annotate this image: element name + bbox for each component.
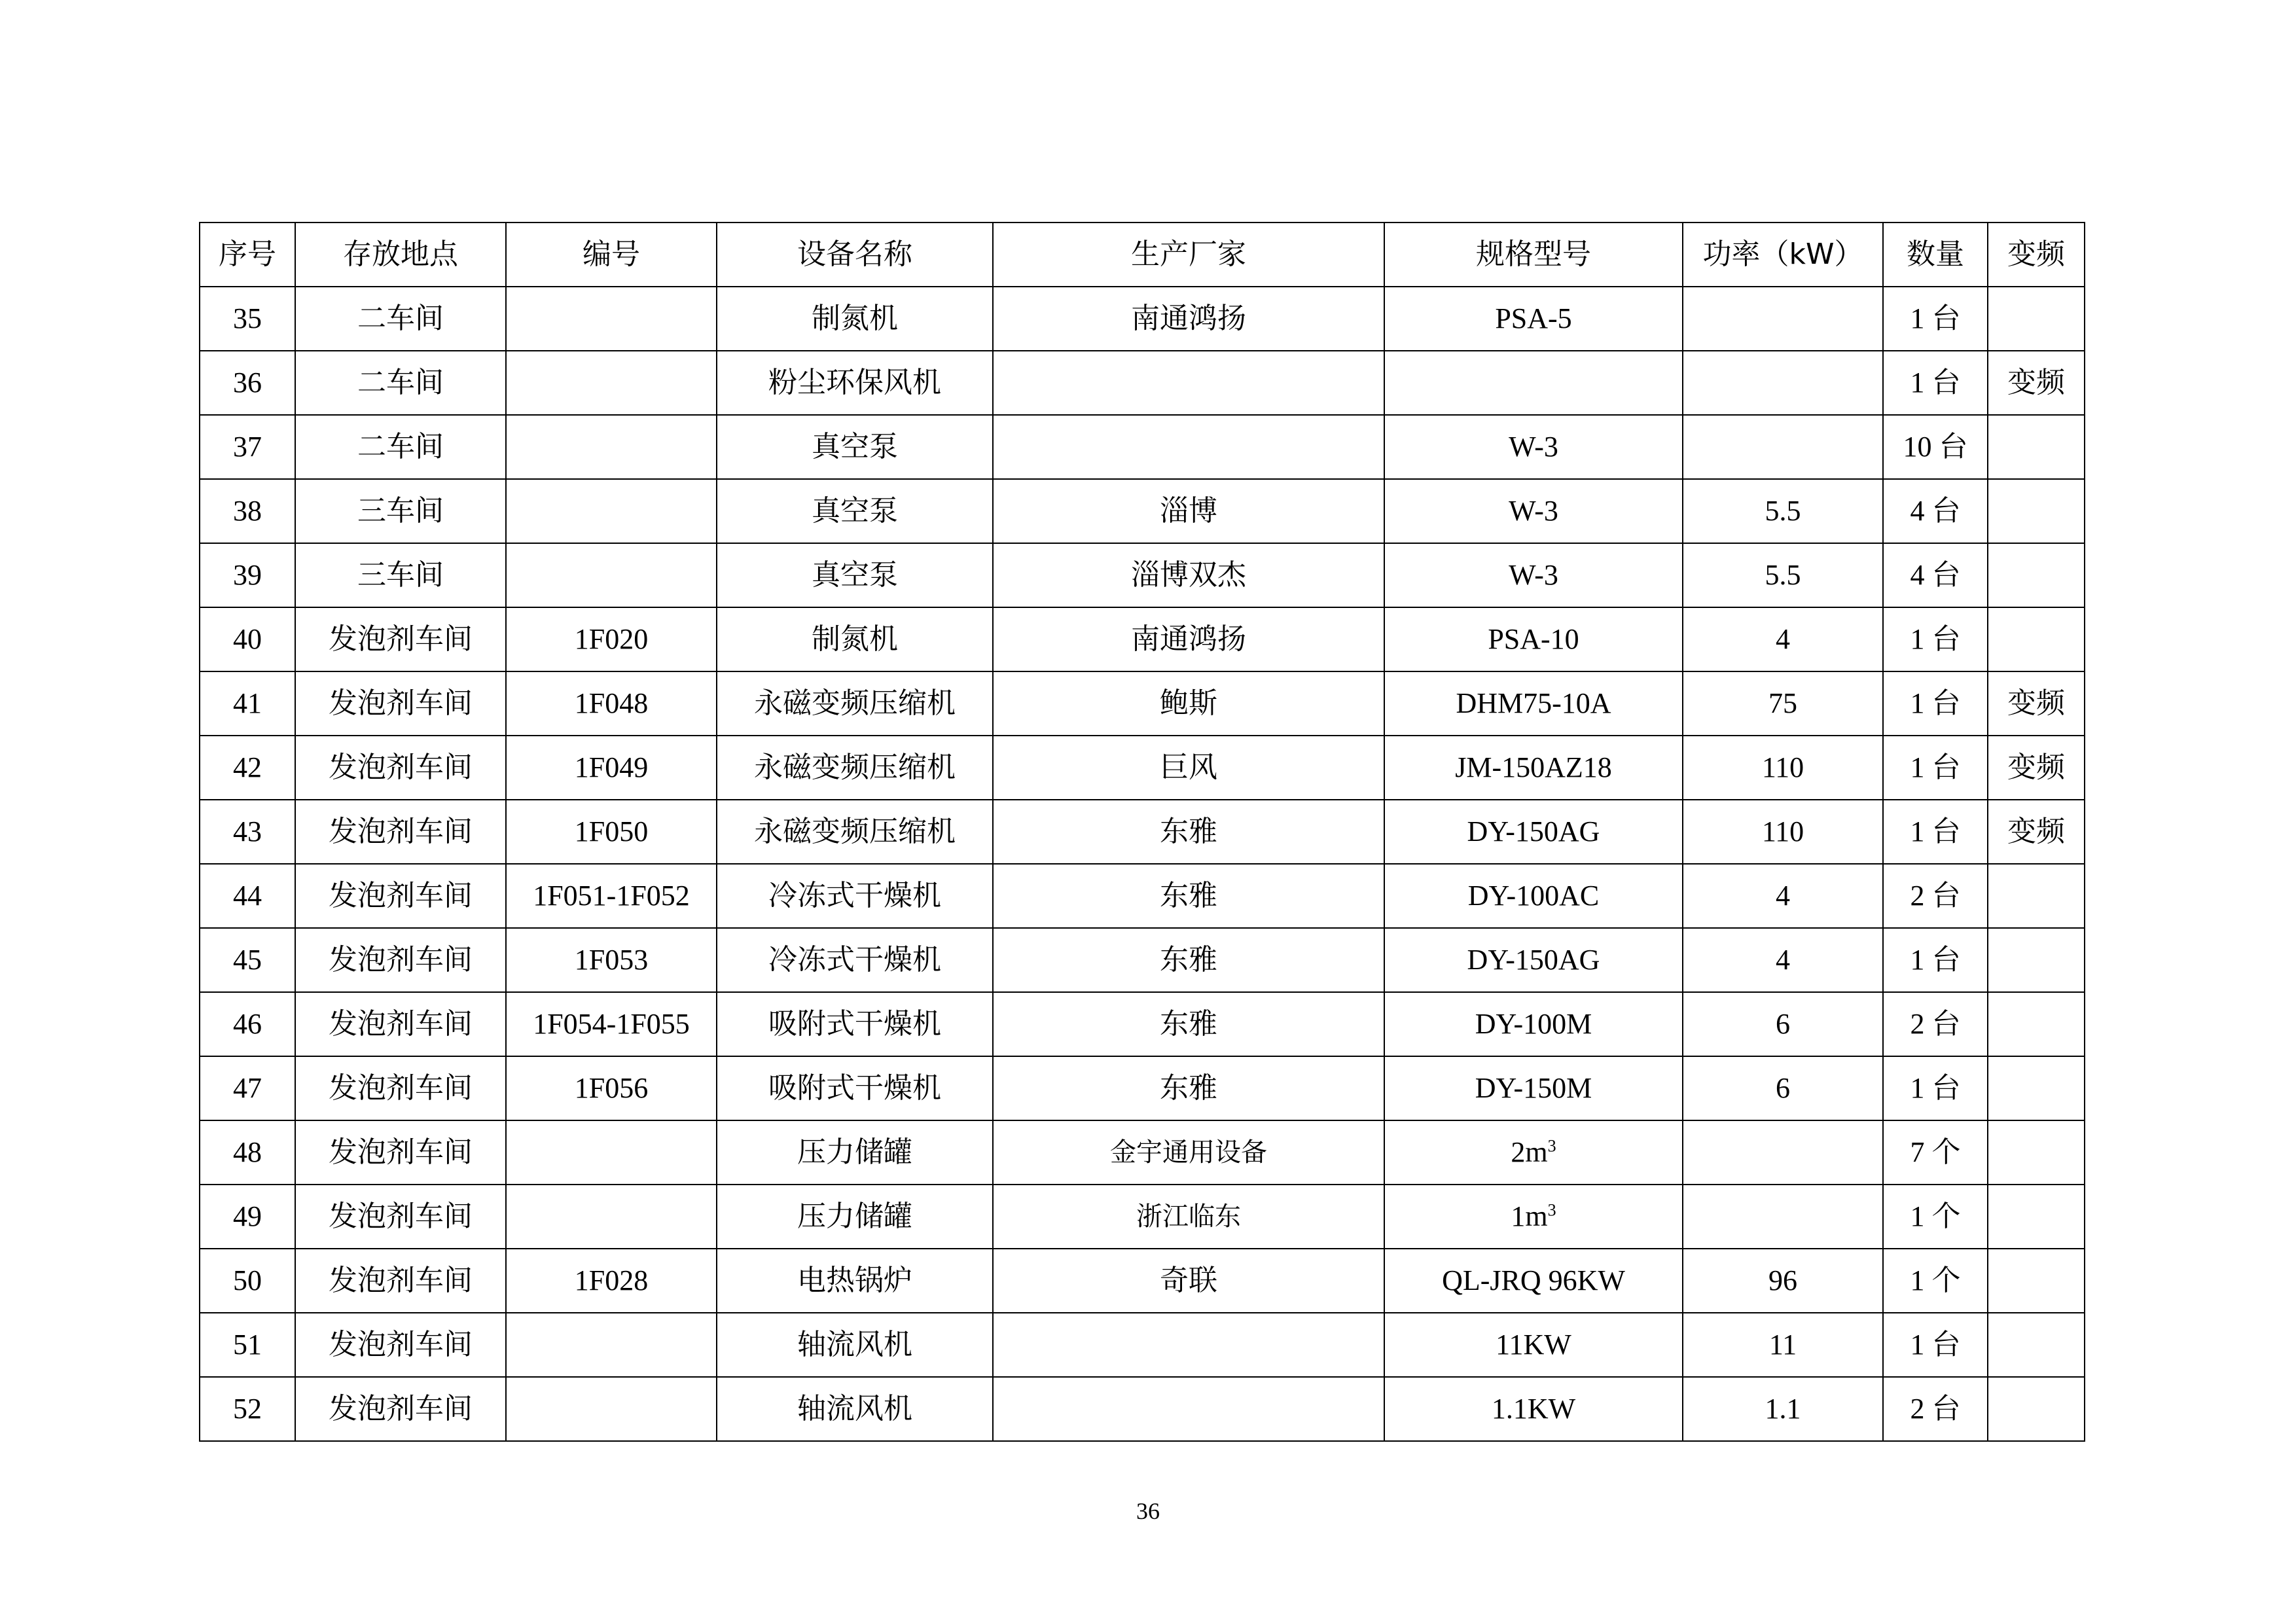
cell-equipment-name: 轴流风机 [717, 1377, 993, 1441]
cell-location: 发泡剂车间 [295, 1249, 506, 1313]
cell-power [1683, 1120, 1883, 1185]
table-row [200, 351, 2085, 415]
header-cell-model: 规格型号 [1384, 223, 1683, 287]
cell-vfd [1988, 1120, 2085, 1185]
cell-index: 50 [200, 1249, 295, 1313]
table-row [200, 607, 2085, 671]
cell-index: 40 [200, 607, 295, 671]
cell-vfd [1988, 1313, 2085, 1377]
table-row [200, 928, 2085, 992]
cell-model: PSA-5 [1384, 287, 1683, 351]
cell-quantity: 1 台 [1883, 800, 1988, 864]
cell-power: 110 [1683, 800, 1883, 864]
cell-code: 1F050 [506, 800, 717, 864]
cell-equipment-name: 真空泵 [717, 543, 993, 607]
cell-model: $1m^3$ [1384, 1185, 1683, 1249]
cell-quantity: 1 台 [1883, 607, 1988, 671]
cell-vfd [1988, 928, 2085, 992]
cell-code [506, 1120, 717, 1185]
cell-equipment-name: 永磁变频压缩机 [717, 736, 993, 800]
cell-quantity: 1 台 [1883, 351, 1988, 415]
cell-vfd [1988, 607, 2085, 671]
cell-quantity: 1 台 [1883, 928, 1988, 992]
cell-equipment-name: 冷冻式干燥机 [717, 928, 993, 992]
cell-index: 36 [200, 351, 295, 415]
cell-manufacturer: 淄博双杰 [993, 543, 1384, 607]
cell-vfd [1988, 1377, 2085, 1441]
table-row [200, 1377, 2085, 1441]
cell-index: 38 [200, 479, 295, 543]
cell-manufacturer: 鲍斯 [993, 671, 1384, 736]
equipment-table [199, 222, 2085, 1442]
table-row [200, 671, 2085, 736]
cell-power: 4 [1683, 928, 1883, 992]
cell-index: 46 [200, 992, 295, 1056]
cell-power [1683, 415, 1883, 479]
cell-model: QL-JRQ 96KW [1384, 1249, 1683, 1313]
cell-code: 1F020 [506, 607, 717, 671]
cell-index: 39 [200, 543, 295, 607]
cell-code [506, 415, 717, 479]
cell-quantity: 1 个 [1883, 1249, 1988, 1313]
table-row [200, 992, 2085, 1056]
cell-manufacturer: 巨风 [993, 736, 1384, 800]
cell-equipment-name: 吸附式干燥机 [717, 1056, 993, 1120]
cell-model: $2m^3$ [1384, 1120, 1683, 1185]
page-number: 36 [1136, 1498, 1160, 1524]
cell-power: 6 [1683, 1056, 1883, 1120]
cell-quantity: 1 台 [1883, 736, 1988, 800]
header-cell-equipment-name: 设备名称 [717, 223, 993, 287]
cell-quantity: 4 台 [1883, 479, 1988, 543]
cell-power [1683, 1185, 1883, 1249]
cell-code [506, 1313, 717, 1377]
cell-manufacturer: 金宇通用设备 [993, 1120, 1384, 1185]
cell-power: 4 [1683, 864, 1883, 928]
cell-code: 1F049 [506, 736, 717, 800]
cell-equipment-name: 永磁变频压缩机 [717, 800, 993, 864]
cell-power: 75 [1683, 671, 1883, 736]
table-row [200, 736, 2085, 800]
cell-vfd [1988, 1185, 2085, 1249]
cell-model: DHM75-10A [1384, 671, 1683, 736]
table-row [200, 1120, 2085, 1185]
cell-location: 发泡剂车间 [295, 1120, 506, 1185]
cell-manufacturer [993, 351, 1384, 415]
cell-location: 发泡剂车间 [295, 1185, 506, 1249]
cell-equipment-name: 压力储罐 [717, 1120, 993, 1185]
cell-vfd: 变频 [1988, 800, 2085, 864]
cell-vfd [1988, 992, 2085, 1056]
cell-model: W-3 [1384, 479, 1683, 543]
cell-equipment-name: 压力储罐 [717, 1185, 993, 1249]
cell-quantity: 1 台 [1883, 1056, 1988, 1120]
cell-vfd [1988, 287, 2085, 351]
cell-power [1683, 351, 1883, 415]
table-row [200, 287, 2085, 351]
cell-power: 96 [1683, 1249, 1883, 1313]
table-row [200, 1249, 2085, 1313]
cell-manufacturer: 东雅 [993, 928, 1384, 992]
cell-quantity: 7 个 [1883, 1120, 1988, 1185]
cell-manufacturer: 南通鸿扬 [993, 607, 1384, 671]
cell-quantity: 10 台 [1883, 415, 1988, 479]
cell-vfd [1988, 415, 2085, 479]
header-cell-power: 功率（kW） [1683, 223, 1883, 287]
cell-model [1384, 351, 1683, 415]
cell-code: 1F056 [506, 1056, 717, 1120]
cell-equipment-name: 冷冻式干燥机 [717, 864, 993, 928]
cell-location: 发泡剂车间 [295, 607, 506, 671]
cell-manufacturer: 奇联 [993, 1249, 1384, 1313]
cell-code [506, 1185, 717, 1249]
cell-power: 11 [1683, 1313, 1883, 1377]
table-row [200, 415, 2085, 479]
cell-equipment-name: 吸附式干燥机 [717, 992, 993, 1056]
table-row [200, 864, 2085, 928]
header-cell-code: 编号 [506, 223, 717, 287]
cell-index: 42 [200, 736, 295, 800]
cell-vfd: 变频 [1988, 351, 2085, 415]
cell-equipment-name: 制氮机 [717, 607, 993, 671]
cell-model: DY-150AG [1384, 928, 1683, 992]
table-row [200, 1313, 2085, 1377]
cell-model: DY-150AG [1384, 800, 1683, 864]
cell-model: 11KW [1384, 1313, 1683, 1377]
cell-manufacturer: 浙江临东 [993, 1185, 1384, 1249]
cell-vfd: 变频 [1988, 736, 2085, 800]
cell-vfd [1988, 1056, 2085, 1120]
cell-power: 1.1 [1683, 1377, 1883, 1441]
cell-model: 1.1KW [1384, 1377, 1683, 1441]
header-cell-index: 序号 [200, 223, 295, 287]
cell-vfd: 变频 [1988, 671, 2085, 736]
cell-location: 二车间 [295, 415, 506, 479]
table-row [200, 800, 2085, 864]
cell-model: JM-150AZ18 [1384, 736, 1683, 800]
header-cell-quantity: 数量 [1883, 223, 1988, 287]
cell-index: 52 [200, 1377, 295, 1441]
table-row [200, 479, 2085, 543]
cell-manufacturer: 东雅 [993, 800, 1384, 864]
cell-quantity: 2 台 [1883, 864, 1988, 928]
cell-equipment-name: 真空泵 [717, 415, 993, 479]
cell-location: 发泡剂车间 [295, 928, 506, 992]
cell-manufacturer [993, 415, 1384, 479]
cell-manufacturer: 东雅 [993, 864, 1384, 928]
cell-power: 4 [1683, 607, 1883, 671]
cell-location: 三车间 [295, 543, 506, 607]
cell-code: 1F028 [506, 1249, 717, 1313]
cell-location: 二车间 [295, 351, 506, 415]
cell-power [1683, 287, 1883, 351]
cell-code: 1F053 [506, 928, 717, 992]
cell-model: W-3 [1384, 543, 1683, 607]
cell-index: 51 [200, 1313, 295, 1377]
header-cell-vfd: 变频 [1988, 223, 2085, 287]
cell-quantity: 1 个 [1883, 1185, 1988, 1249]
cell-manufacturer: 东雅 [993, 992, 1384, 1056]
cell-code: 1F048 [506, 671, 717, 736]
cell-model: W-3 [1384, 415, 1683, 479]
table-row [200, 1056, 2085, 1120]
cell-index: 43 [200, 800, 295, 864]
cell-index: 45 [200, 928, 295, 992]
cell-quantity: 1 台 [1883, 1313, 1988, 1377]
cell-manufacturer [993, 1313, 1384, 1377]
cell-code [506, 351, 717, 415]
cell-index: 41 [200, 671, 295, 736]
cell-vfd [1988, 864, 2085, 928]
cell-equipment-name: 轴流风机 [717, 1313, 993, 1377]
cell-model: PSA-10 [1384, 607, 1683, 671]
cell-code [506, 543, 717, 607]
cell-quantity: 4 台 [1883, 543, 1988, 607]
cell-location: 发泡剂车间 [295, 992, 506, 1056]
cell-index: 47 [200, 1056, 295, 1120]
cell-location: 发泡剂车间 [295, 1313, 506, 1377]
table-row [200, 543, 2085, 607]
cell-equipment-name: 真空泵 [717, 479, 993, 543]
cell-code [506, 479, 717, 543]
cell-location: 二车间 [295, 287, 506, 351]
cell-power: 5.5 [1683, 479, 1883, 543]
superscript-exponent: 3 [1547, 1200, 1556, 1220]
cell-index: 48 [200, 1120, 295, 1185]
cell-manufacturer: 淄博 [993, 479, 1384, 543]
cell-index: 37 [200, 415, 295, 479]
cell-index: 49 [200, 1185, 295, 1249]
cell-equipment-name: 电热锅炉 [717, 1249, 993, 1313]
header-row [200, 223, 2085, 287]
cell-model: DY-150M [1384, 1056, 1683, 1120]
cell-vfd [1988, 1249, 2085, 1313]
cell-vfd [1988, 543, 2085, 607]
cell-location: 发泡剂车间 [295, 1056, 506, 1120]
cell-equipment-name: 永磁变频压缩机 [717, 671, 993, 736]
cell-equipment-name: 制氮机 [717, 287, 993, 351]
header-cell-location: 存放地点 [295, 223, 506, 287]
cell-model: DY-100AC [1384, 864, 1683, 928]
superscript-exponent: 3 [1547, 1136, 1556, 1156]
cell-location: 发泡剂车间 [295, 800, 506, 864]
cell-quantity: 2 台 [1883, 992, 1988, 1056]
cell-code: 1F051-1F052 [506, 864, 717, 928]
cell-location: 发泡剂车间 [295, 1377, 506, 1441]
cell-equipment-name: 粉尘环保风机 [717, 351, 993, 415]
cell-location: 发泡剂车间 [295, 864, 506, 928]
cell-location: 三车间 [295, 479, 506, 543]
cell-location: 发泡剂车间 [295, 671, 506, 736]
cell-manufacturer: 南通鸿扬 [993, 287, 1384, 351]
cell-quantity: 1 台 [1883, 671, 1988, 736]
cell-code: 1F054-1F055 [506, 992, 717, 1056]
cell-location: 发泡剂车间 [295, 736, 506, 800]
cell-power: 110 [1683, 736, 1883, 800]
cell-manufacturer [993, 1377, 1384, 1441]
cell-index: 44 [200, 864, 295, 928]
table-row [200, 1185, 2085, 1249]
cell-quantity: 2 台 [1883, 1377, 1988, 1441]
table-body [200, 287, 2085, 1441]
header-cell-manufacturer: 生产厂家 [993, 223, 1384, 287]
cell-model: DY-100M [1384, 992, 1683, 1056]
cell-quantity: 1 台 [1883, 287, 1988, 351]
cell-vfd [1988, 479, 2085, 543]
cell-index: 35 [200, 287, 295, 351]
cell-power: 5.5 [1683, 543, 1883, 607]
cell-power: 6 [1683, 992, 1883, 1056]
cell-manufacturer: 东雅 [993, 1056, 1384, 1120]
cell-code [506, 1377, 717, 1441]
cell-code [506, 287, 717, 351]
